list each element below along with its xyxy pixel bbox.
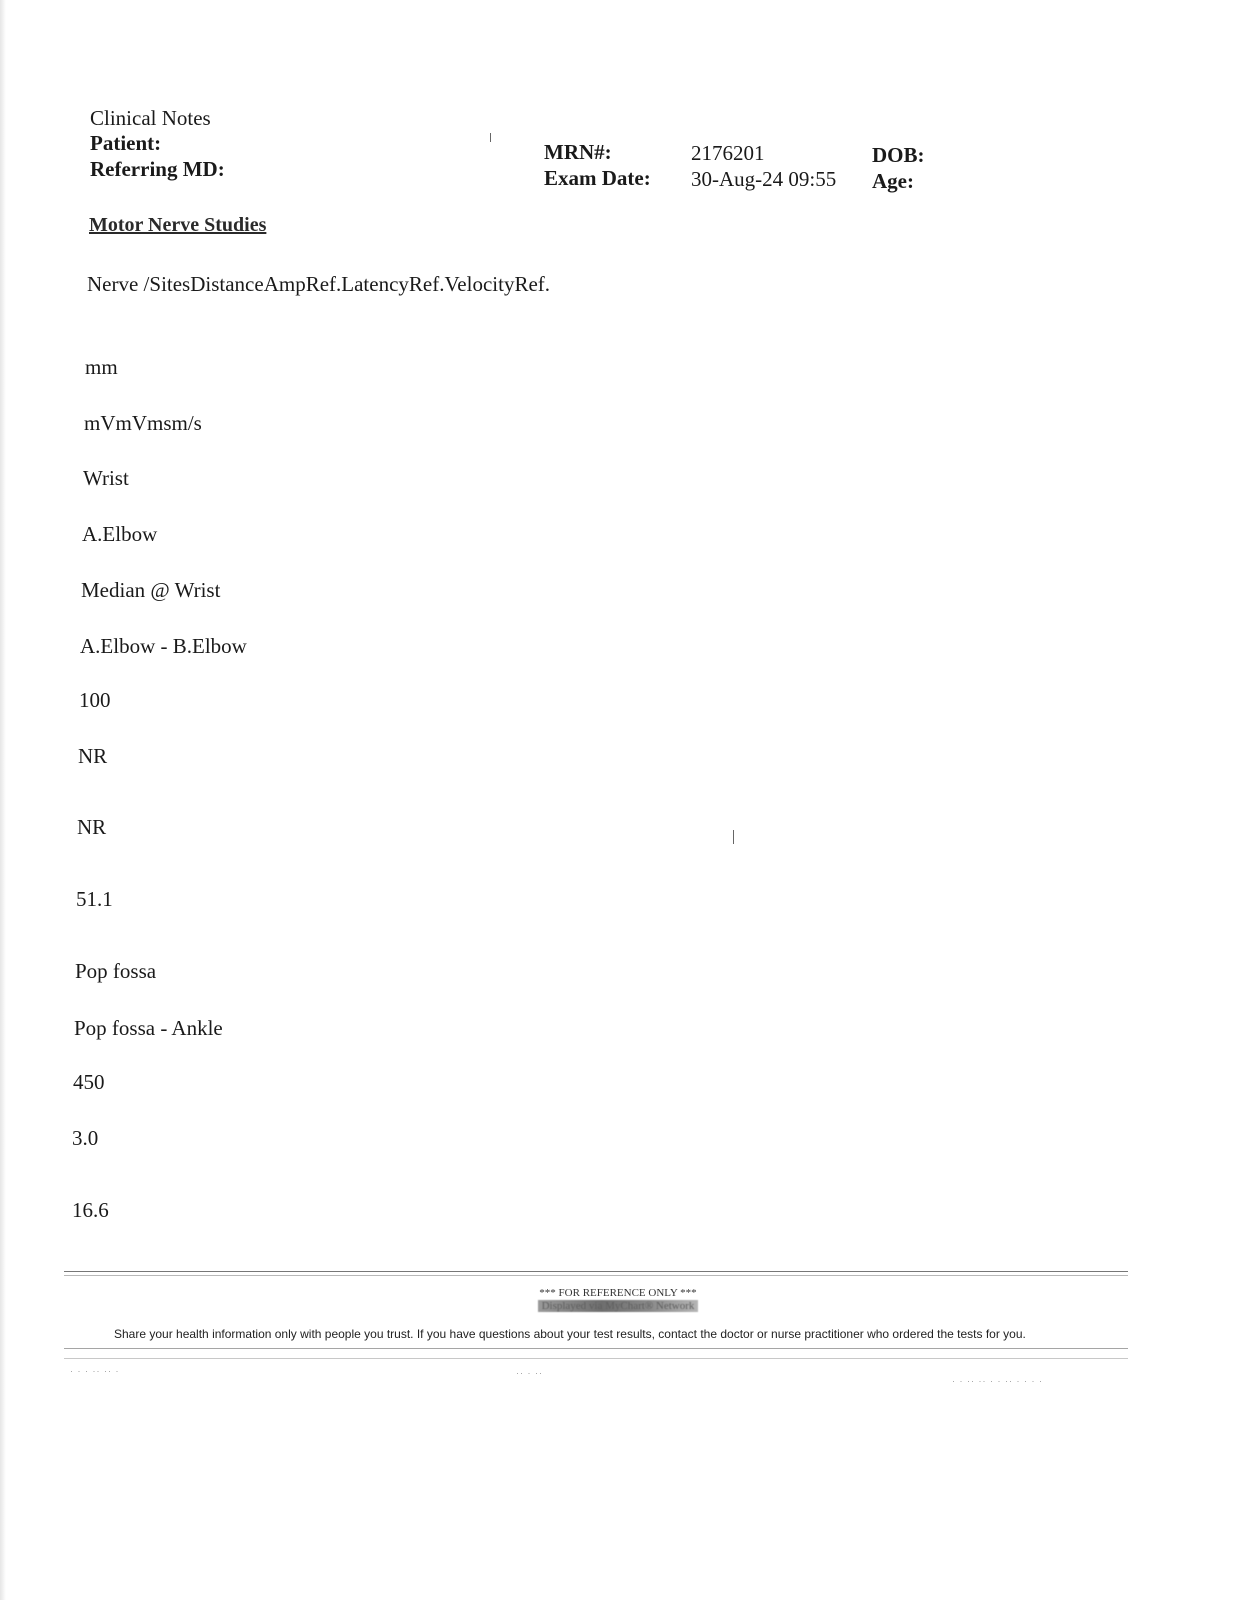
list-item: A.Elbow - B.Elbow	[80, 634, 247, 658]
list-item: 3.0	[72, 1126, 99, 1150]
list-item: Wrist	[83, 466, 129, 490]
patient-label: Patient:	[90, 131, 162, 155]
exam-date-value: 30-Aug-24 09:55	[691, 167, 837, 191]
cutoff-footer-right: · · ·· ·· · · ·· · · · ·	[952, 1376, 1043, 1386]
page-edge-shadow	[0, 0, 6, 1600]
reference-notice-text: *** FOR REFERENCE ONLY ***	[539, 1287, 697, 1299]
list-item: mm	[85, 355, 118, 379]
footer-divider-bottom-faint	[64, 1358, 1128, 1359]
list-item: Median @ Wrist	[81, 578, 221, 602]
list-item: 100	[79, 688, 111, 712]
list-item: 51.1	[76, 887, 113, 911]
displayed-via-text: Displayed via MyChart® Network	[538, 1300, 699, 1312]
mrn-label: MRN#:	[544, 140, 612, 164]
footer-divider-bottom	[64, 1348, 1128, 1349]
reference-notice	[0, 1287, 1236, 1299]
footer-divider-top	[64, 1271, 1128, 1272]
footer-divider-top-shadow	[64, 1275, 1128, 1276]
list-item: NR	[77, 815, 107, 839]
list-item: NR	[78, 744, 108, 768]
footer-disclaimer: Share your health information only with people you trust. If you have questions about your test results, contact the doctor or nurse practitioner who ordered the tests for you.	[114, 1327, 1026, 1341]
cutoff-footer-left: · · · ·· ·· ·	[70, 1366, 120, 1376]
list-item: 16.6	[72, 1198, 109, 1222]
section-title: Motor Nerve Studies	[89, 214, 267, 236]
list-item: mVmVmsm/s	[84, 411, 202, 435]
list-item: 450	[73, 1070, 105, 1094]
document-type: Clinical Notes	[90, 106, 211, 130]
age-label: Age:	[872, 169, 914, 193]
scan-speck	[490, 133, 491, 142]
cutoff-footer-center: ·· · ··	[516, 1368, 543, 1378]
list-item: Pop fossa	[75, 959, 157, 983]
scan-speck	[733, 830, 734, 844]
displayed-via-stamp	[0, 1300, 1236, 1312]
exam-date-label: Exam Date:	[544, 166, 651, 190]
dob-label: DOB:	[872, 143, 925, 167]
list-item: Pop fossa - Ankle	[74, 1016, 223, 1040]
referring-md-label: Referring MD:	[90, 157, 225, 181]
mrn-value: 2176201	[691, 141, 765, 165]
list-item: A.Elbow	[82, 522, 158, 546]
column-header: Nerve /SitesDistanceAmpRef.LatencyRef.VelocityRef.	[87, 272, 551, 296]
